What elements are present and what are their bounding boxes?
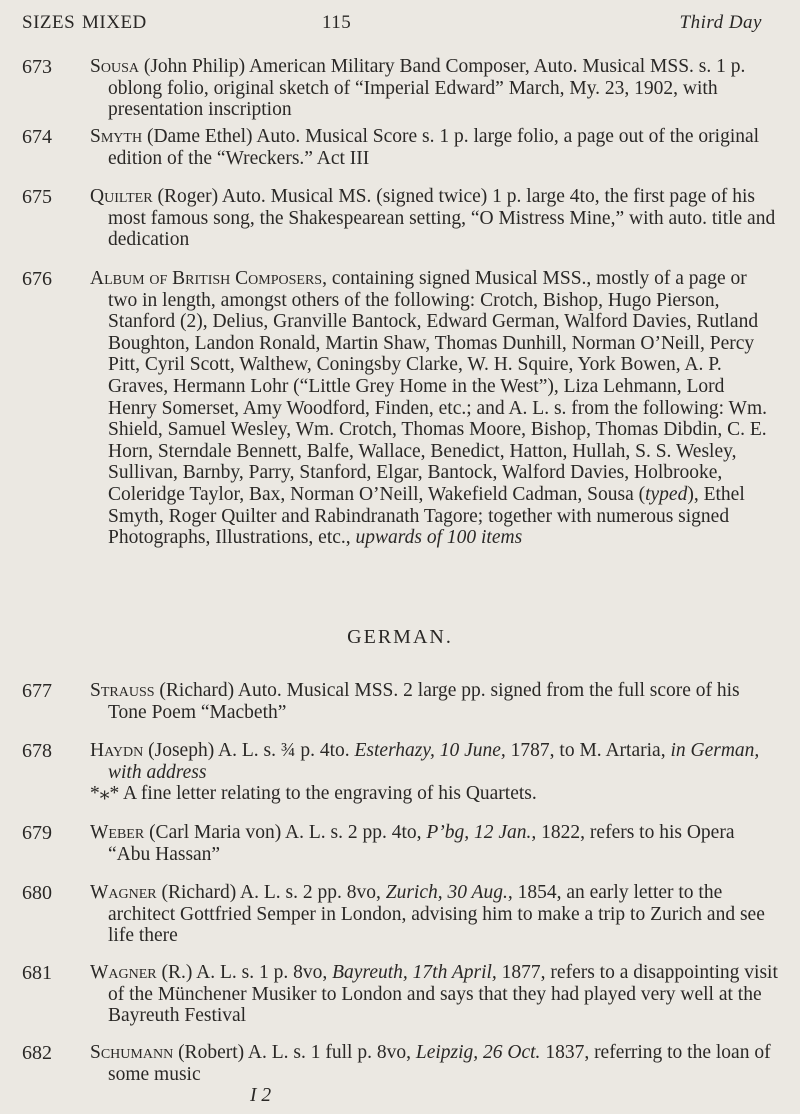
lot-body: 1837, referring to the loan of some music <box>108 1042 771 1085</box>
lot-name: Wagner <box>90 962 157 983</box>
lot-name: Strauss <box>90 680 155 701</box>
lot-name: Weber <box>90 822 145 843</box>
header-sizes: SIZES <box>22 12 76 33</box>
lot-note: *⁎* A fine letter relating to the engraving of his Quartets. <box>90 783 537 805</box>
lot-entry <box>22 56 778 121</box>
lot-entry <box>22 186 778 251</box>
lot-italic: Bayreuth, 17th April, <box>332 962 497 983</box>
lot-entry <box>22 822 778 865</box>
lot-entry <box>22 962 778 1027</box>
lot-body: (R.) A. L. s. 1 p. 8vo, <box>156 962 333 983</box>
lot-number: 675 <box>22 186 52 208</box>
lot-number: 681 <box>22 962 52 984</box>
lot-italic: Esterhazy, 10 June, <box>354 740 506 761</box>
lot-number: 679 <box>22 822 52 844</box>
lot-body: 1787, to M. Artaria, <box>505 740 671 761</box>
lot-entry <box>22 1042 778 1107</box>
lot-description <box>90 962 778 1027</box>
lot-body: (Dame Ethel) Auto. Musical Score s. 1 p. large folio, a page out of the original edition of the “Wreckers.” Act III <box>108 126 760 169</box>
lot-italic: typed <box>645 483 688 505</box>
lot-italic: Zurich, 30 Aug., <box>385 882 513 903</box>
lot-description <box>90 740 778 805</box>
lot-description <box>90 822 778 865</box>
lot-name: Wagner <box>90 882 157 903</box>
lot-name: Haydn <box>90 740 144 761</box>
lot-description <box>90 186 778 251</box>
lot-name: Album of British Composers <box>90 268 323 289</box>
lot-entry <box>22 680 778 723</box>
section-heading: GERMAN. <box>347 626 453 648</box>
lot-number: 678 <box>22 740 52 762</box>
page-number: 115 <box>322 12 352 33</box>
lot-number: 680 <box>22 882 52 904</box>
lot-entry <box>22 126 778 169</box>
lot-description <box>90 680 778 723</box>
lot-description <box>90 268 778 549</box>
header-mixed: MIXED <box>82 12 147 33</box>
header-day: Third Day <box>679 12 762 33</box>
lot-name: Smyth <box>90 126 143 147</box>
lot-entry <box>22 268 778 549</box>
lot-description <box>90 1042 778 1107</box>
lot-entry <box>22 740 778 805</box>
lot-body: (Roger) Auto. Musical MS. (signed twice) 1 p. large 4to, the first page of his most famous song, the Shakespearean setting, “O Mistress Mine,” with auto. title and dedication <box>108 186 776 251</box>
lot-number: 676 <box>22 268 52 290</box>
lot-body: ), Ethel Smyth, Roger Quilter and Rabindranath Tagore; together with numerous signed Photographs, Illustrations, etc., <box>108 483 745 549</box>
lot-number: 682 <box>22 1042 52 1064</box>
signature-mark: I 2 <box>250 1085 272 1107</box>
lot-body: (Carl Maria von) A. L. s. 2 pp. 4to, <box>144 822 427 843</box>
lot-italic: upwards of 100 items <box>355 527 523 549</box>
lot-italic: P’bg, 12 Jan., <box>426 822 537 843</box>
running-header <box>22 12 762 38</box>
lot-description <box>90 126 778 169</box>
lot-number: 673 <box>22 56 52 78</box>
lot-body: 1822, refers to his Opera “Abu Hassan” <box>108 822 735 865</box>
lot-body: (Joseph) A. L. s. ¾ p. 4to. <box>143 740 355 761</box>
lot-body: 1877, refers to a disappointing visit of the Münchener Musiker to London and says that they had played very well at the Bayreuth Festival <box>108 962 778 1027</box>
lot-name: Schumann <box>90 1042 174 1063</box>
lot-name: Sousa <box>90 56 139 77</box>
lot-italic: in German, with address <box>108 740 760 783</box>
lot-body: (Robert) A. L. s. 1 full p. 8vo, <box>173 1042 416 1063</box>
lot-description <box>90 882 778 947</box>
lot-entry <box>22 882 778 947</box>
lot-body: 1854, an early letter to the architect Gottfried Semper in London, advising him to make a trip to Zurich and see life there <box>108 882 765 947</box>
lot-body: (Richard) A. L. s. 2 pp. 8vo, <box>156 882 386 903</box>
lot-body: (John Philip) American Military Band Composer, Auto. Musical MSS. s. 1 p. oblong folio, original sketch of “Imperial Edward” March, My. 23, 1902, with presentation inscription <box>108 56 746 121</box>
lot-number: 677 <box>22 680 52 702</box>
lot-body: , containing signed Musical MSS., mostly of a page or two in length, amongst others of the following: Crotch, Bishop, Hugo Pierson, Stanford (2), Delius, Granville Bantock, Edward German, Walford Davies, Rutland Boughton, Landon Ronald, Martin Shaw, Thomas Dunhill, Norman O’Neill, Percy Pitt, Cyril Scott, Walthew, Coningsby Clarke, W. H. Squire, York Bowen, A. P. Graves, Hermann Lohr (“Little Grey Home in the West”), Liza Lehmann, Lord Henry Somerset, Amy Woodford, Finden, etc.; and A. L. s. from the following: Wm. Shield, Samuel Wesley, Wm. Crotch, Thomas Moore, Bishop, Thomas Dibdin, C. E. Horn, Sterndale Bennett, Balfe, Wallace, Benedict, Hatton, Hullah, S. S. Wesley, Sullivan, Barnby, Parry, Stanford, Elgar, Bantock, Walford Davies, Holbrooke, Coleridge Taylor, Bax, Norman O’Neill, Wakefield Cadman, Sousa ( <box>108 268 768 505</box>
lot-number: 674 <box>22 126 52 148</box>
lot-description <box>90 56 778 121</box>
lot-name: Quilter <box>90 186 153 207</box>
lot-italic: Leipzig, 26 Oct. <box>415 1042 541 1063</box>
lot-body: (Richard) Auto. Musical MSS. 2 large pp. signed from the full score of his Tone Poem “Macbeth” <box>108 680 740 723</box>
